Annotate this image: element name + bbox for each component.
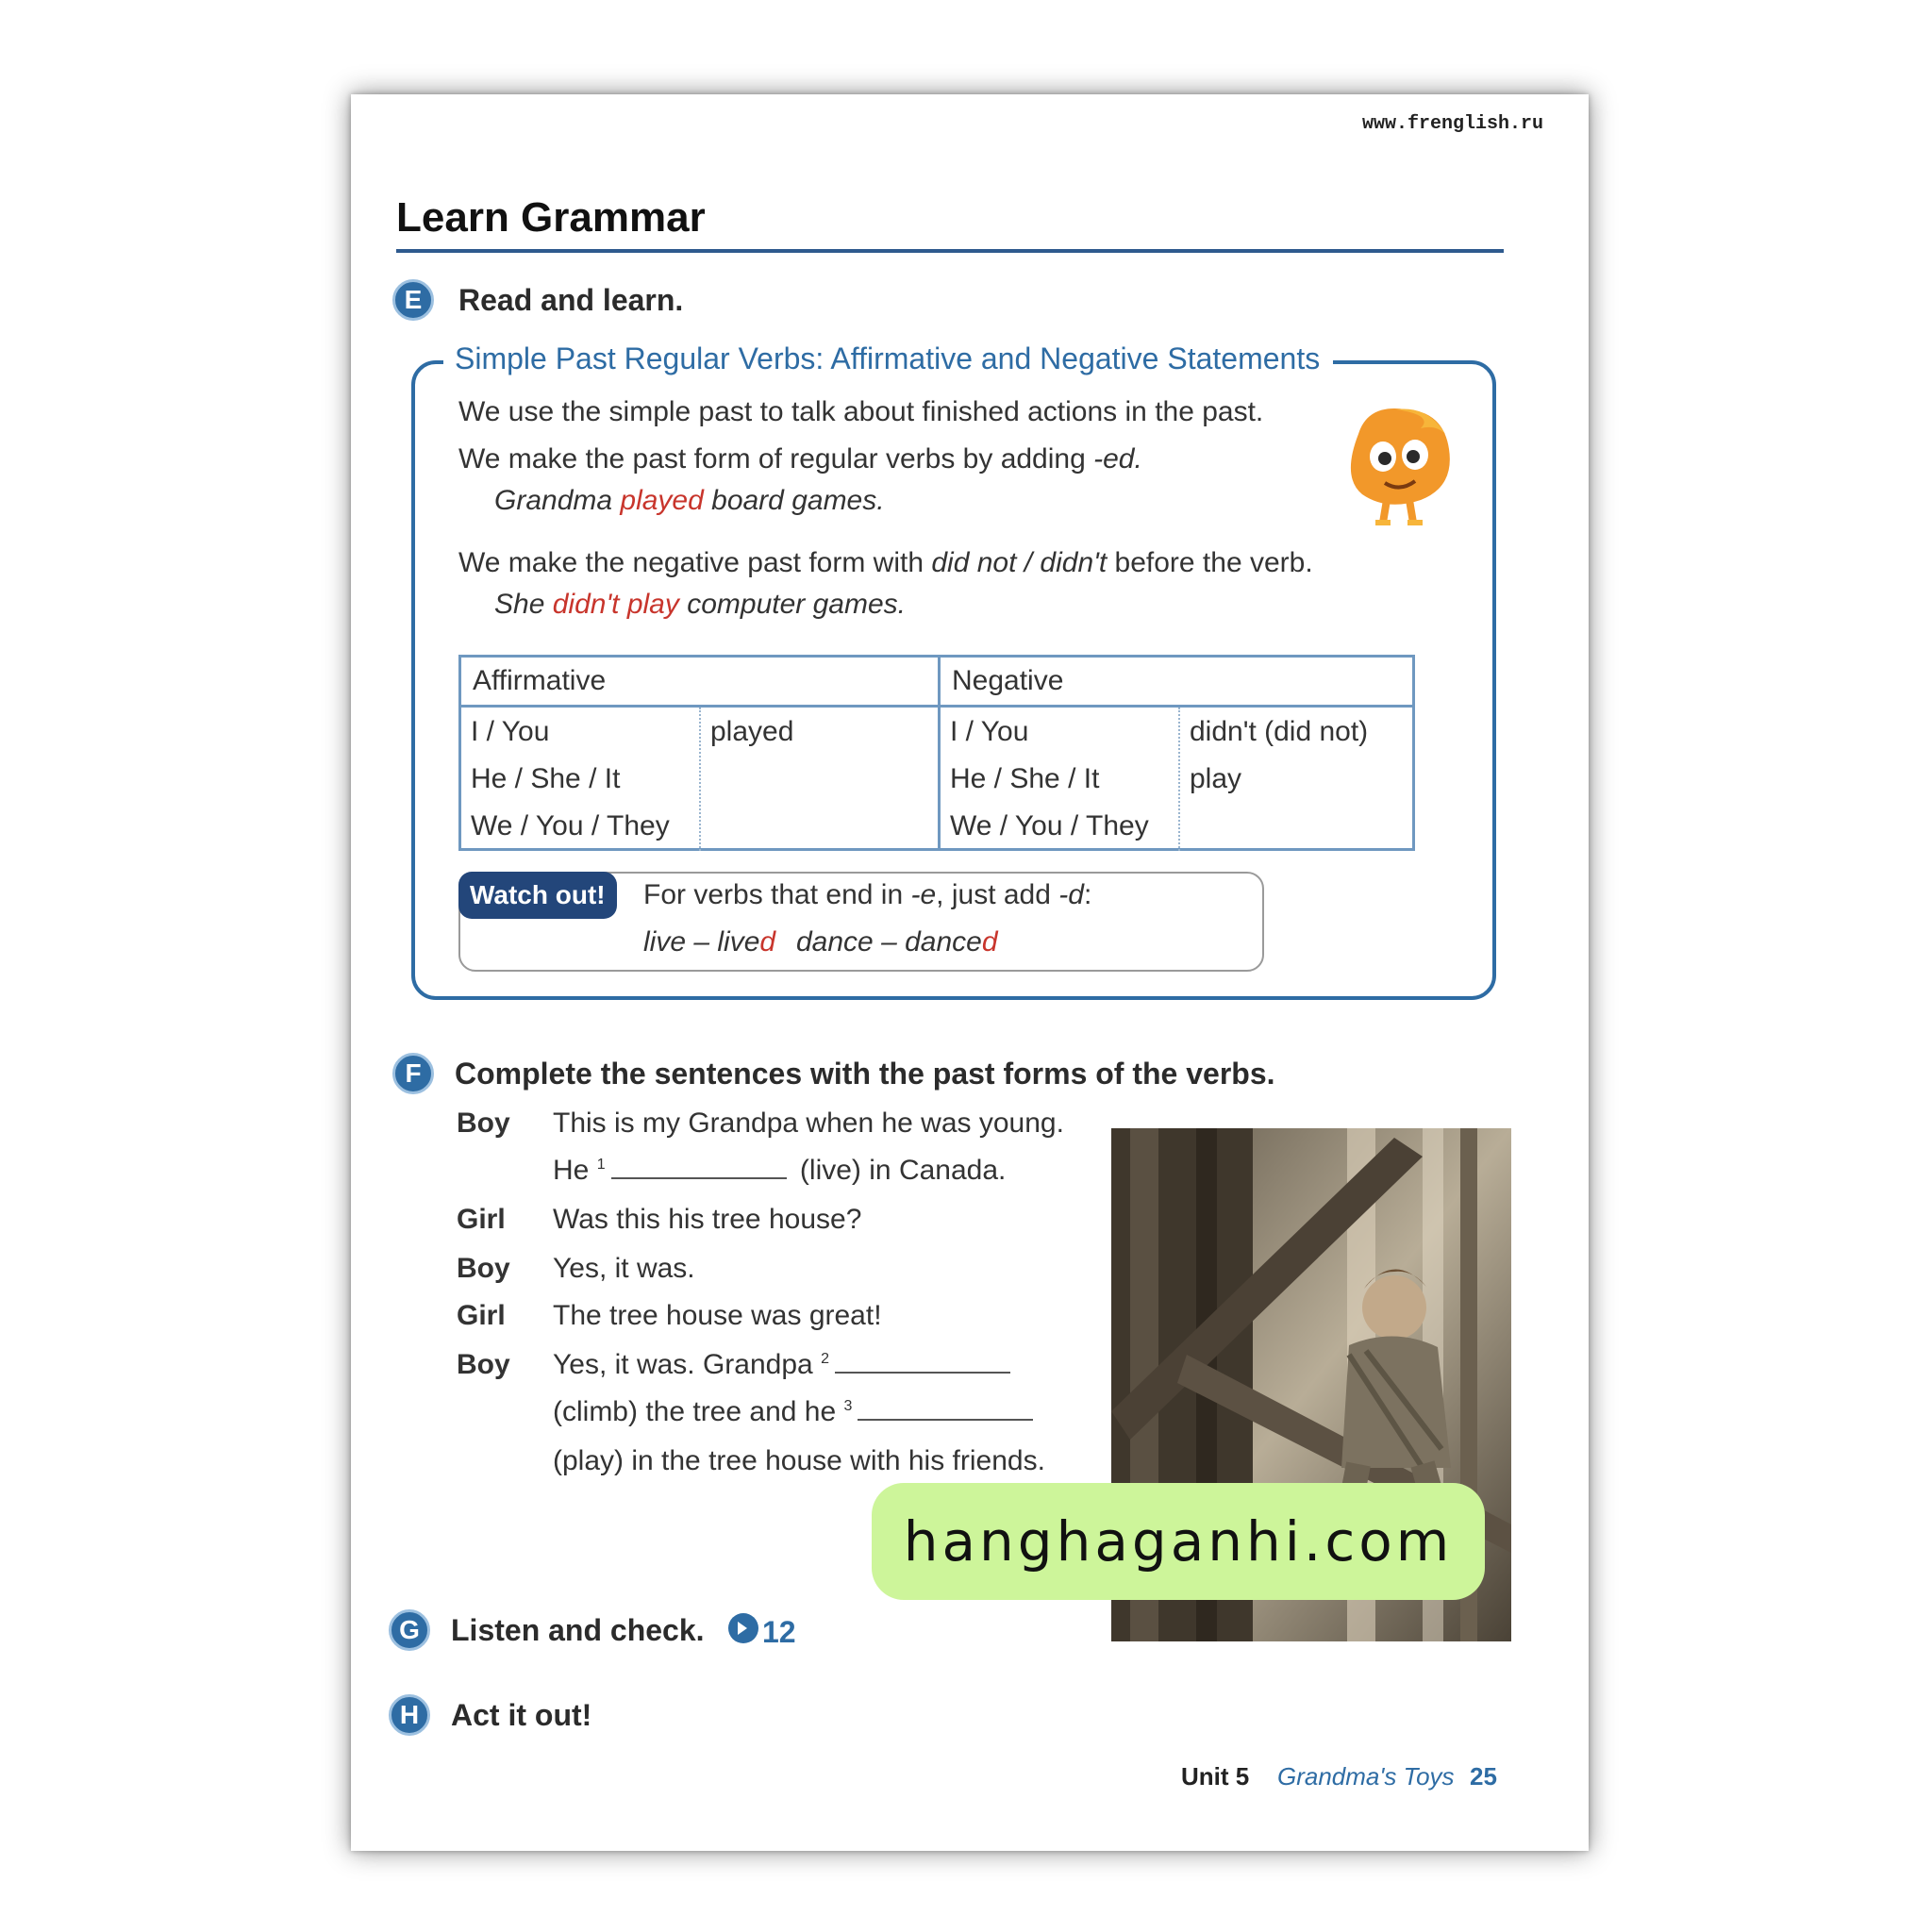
grammar-box-heading: Simple Past Regular Verbs: Affirmative and Negative Statements [443, 341, 1333, 376]
example-dance: dance [796, 926, 874, 958]
watch-out-badge: Watch out! [458, 872, 617, 919]
aff-subject-1: I / You [471, 716, 550, 747]
section-f-badge: F [392, 1053, 434, 1094]
example-2-verb: didn't play [552, 589, 679, 620]
rule-paragraph-2 [458, 443, 1142, 475]
watch-out-colon: : [1083, 879, 1092, 910]
section-f-instruction: Complete the sentences with the past forms of the verbs. [455, 1057, 1275, 1091]
example-2-object: computer games. [678, 589, 906, 620]
example-2-subject: She [494, 589, 553, 620]
dialogue-line-1: This is my Grandpa when he was young. [553, 1108, 1064, 1139]
example-live: live [643, 926, 687, 958]
affirmative-subdivider [699, 708, 701, 851]
example-dance-past: – dance [873, 926, 982, 958]
rule-3-text-end: before the verb. [1107, 547, 1313, 578]
rule-paragraph-1: We use the simple past to talk about finished actions in the past. [458, 396, 1264, 427]
line-2-end: (live) in Canada. [791, 1155, 1007, 1186]
watch-out-ending: -e [910, 879, 937, 910]
title-underline [396, 249, 1504, 253]
rule-2-text: We make the past form of regular verbs by adding [458, 443, 1094, 475]
blank-number-1: 1 [596, 1157, 606, 1173]
dialogue-line-4: Yes, it was. [553, 1253, 695, 1284]
watch-out-suffix: -d [1058, 879, 1084, 910]
example-dance-ending: d [981, 926, 998, 958]
line-6-start: Yes, it was. Grandpa [553, 1349, 822, 1380]
answer-blank-2[interactable] [835, 1349, 1010, 1374]
rule-3-auxiliary: did not / didn't [931, 547, 1108, 578]
speaker-4: Boy [457, 1253, 510, 1284]
rule-3-text: We make the negative past form with [458, 547, 932, 578]
neg-auxiliary: didn't (did not) [1190, 716, 1369, 747]
dialogue-line-8: (play) in the tree house with his friends. [553, 1445, 1045, 1476]
neg-subject-1: I / You [950, 716, 1029, 747]
aff-verb: played [710, 716, 794, 747]
watch-out-rule-text: For verbs that end in [643, 879, 911, 910]
rule-paragraph-3 [458, 547, 1313, 579]
audio-disc-icon[interactable] [726, 1611, 760, 1645]
neg-subject-2: He / She / It [950, 763, 1100, 794]
speaker-1: Boy [457, 1108, 510, 1139]
example-sentence-1 [494, 485, 885, 517]
section-h-instruction: Act it out! [451, 1698, 592, 1732]
dialogue-line-5: The tree house was great! [553, 1300, 882, 1331]
neg-subject-3: We / You / They [950, 810, 1149, 841]
section-g-badge: G [389, 1609, 430, 1651]
footer-unit-title: Grandma's Toys [1277, 1762, 1455, 1790]
watch-out-rule-mid: , just add [936, 879, 1059, 910]
speaker-3: Girl [457, 1204, 506, 1235]
section-g-instruction: Listen and check. [451, 1613, 705, 1647]
blank-number-2: 2 [821, 1351, 829, 1367]
source-url: www.frenglish.ru [1361, 113, 1543, 135]
watch-out-example-1 [643, 926, 775, 958]
footer-page-number: 25 [1470, 1762, 1497, 1790]
blank-number-3: 3 [843, 1398, 853, 1414]
watch-out-rule [643, 879, 1091, 911]
dialogue-line-7 [553, 1396, 1039, 1428]
section-e-instruction: Read and learn. [458, 283, 684, 317]
example-1-object: board games. [703, 485, 885, 516]
example-live-past: – live [686, 926, 760, 958]
dialogue-line-3: Was this his tree house? [553, 1204, 862, 1235]
section-e-badge: E [392, 279, 434, 321]
watermark-banner: hanghaganhi.com [872, 1483, 1485, 1600]
aff-subject-2: He / She / It [471, 763, 621, 794]
rule-2-suffix: -ed. [1093, 443, 1142, 475]
dialogue-line-6 [553, 1349, 1016, 1381]
line-7-start: (climb) the tree and he [553, 1396, 844, 1427]
neg-verb: play [1190, 763, 1242, 794]
table-header-divider [461, 705, 1412, 708]
answer-blank-1[interactable] [611, 1155, 787, 1179]
example-1-subject: Grandma [494, 485, 621, 516]
line-2-start: He [553, 1155, 597, 1186]
dialogue-line-2 [553, 1155, 1006, 1187]
example-sentence-2 [494, 589, 906, 621]
footer-unit: Unit 5 [1181, 1762, 1250, 1790]
negative-subdivider [1178, 708, 1180, 851]
negative-header: Negative [952, 665, 1064, 696]
section-h-badge: H [389, 1694, 430, 1736]
answer-blank-3[interactable] [858, 1396, 1033, 1421]
example-live-ending: d [759, 926, 776, 958]
audio-track-number: 12 [762, 1615, 796, 1649]
speaker-5: Girl [457, 1300, 506, 1331]
mascot-character-icon [1330, 396, 1462, 528]
grammar-table [458, 655, 1415, 851]
table-column-divider [938, 658, 941, 848]
watch-out-example-2 [796, 926, 998, 958]
example-1-verb: played [620, 485, 704, 516]
speaker-6: Boy [457, 1349, 510, 1380]
page-title: Learn Grammar [396, 194, 706, 241]
aff-subject-3: We / You / They [471, 810, 670, 841]
affirmative-header: Affirmative [473, 665, 607, 696]
